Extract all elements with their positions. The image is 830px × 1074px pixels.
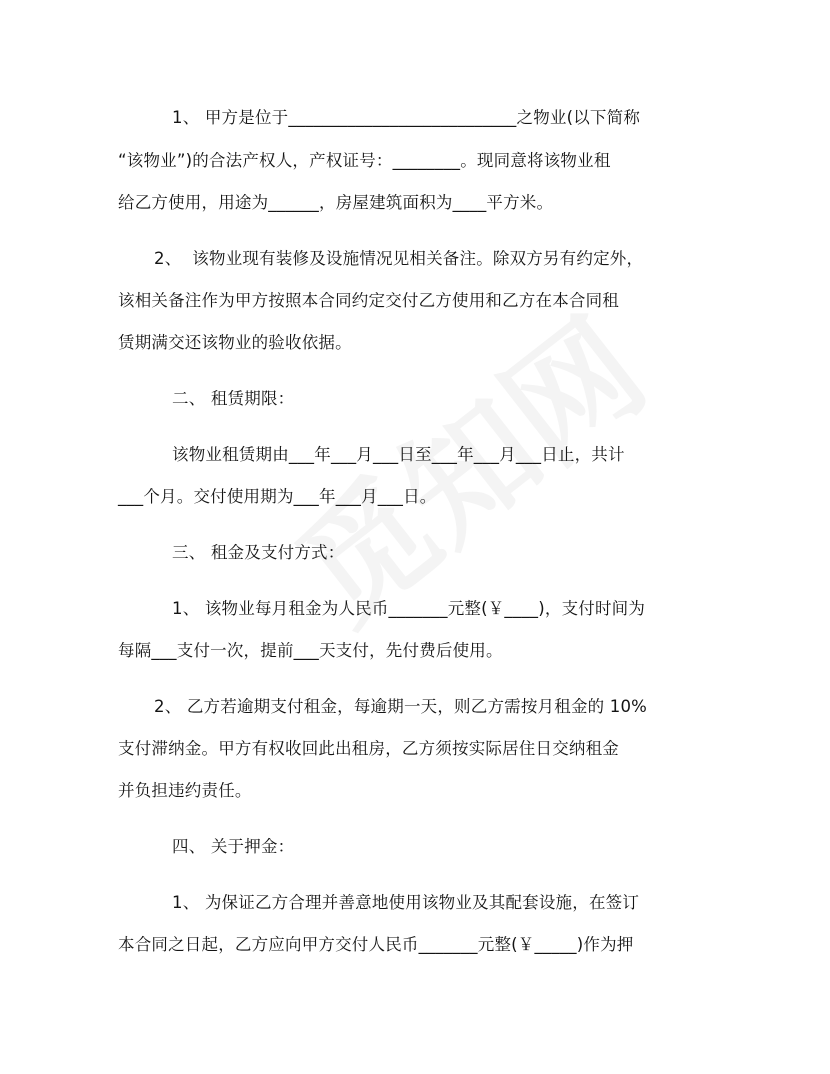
paragraph-line: 给乙方使用，用途为______，房屋建筑面积为____平方米。 <box>118 193 554 212</box>
paragraph-line: 2、 乙方若逾期支付租金，每逾期一天，则乙方需按月租金的 10% <box>154 697 648 716</box>
section-heading: 三、 租金及支付方式： <box>172 543 345 562</box>
paragraph-line: 2、 该物业现有装修及设施情况见相关备注。除双方另有约定外， <box>154 249 644 268</box>
paragraph-line: 并负担违约责任。 <box>118 781 252 800</box>
section-heading: 四、 关于押金： <box>172 837 295 856</box>
paragraph-line: 每隔___支付一次，提前___天支付，先付费后使用。 <box>118 641 503 660</box>
paragraph-line: 支付滞纳金。甲方有权收回此出租房，乙方须按实际居住日交纳租金 <box>118 739 619 758</box>
section-heading: 二、 租赁期限： <box>172 389 295 408</box>
paragraph-line: 本合同之日起，乙方应向甲方交付人民币_______元整(￥_____)作为押 <box>118 935 634 954</box>
paragraph-line: ___个月。交付使用期为___年___月___日。 <box>118 487 437 506</box>
paragraph-line: 该相关备注作为甲方按照本合同约定交付乙方使用和乙方在本合同租 <box>118 291 619 310</box>
paragraph-line: “该物业”)的合法产权人，产权证号：________。现同意将该物业租 <box>118 151 611 170</box>
paragraph-line: 1、 甲方是位于___________________________之物业(以下简称 <box>172 108 641 127</box>
paragraph-line: 1、 该物业每月租金为人民币_______元整(￥____)，支付时间为 <box>172 599 646 618</box>
paragraph-line: 1、 为保证乙方合理并善意地使用该物业及其配套设施，在签订 <box>172 893 640 912</box>
paragraph-line: 赁期满交还该物业的验收依据。 <box>118 333 352 352</box>
paragraph-line: 该物业租赁期由___年___月___日至___年___月___日止，共计 <box>172 445 625 464</box>
